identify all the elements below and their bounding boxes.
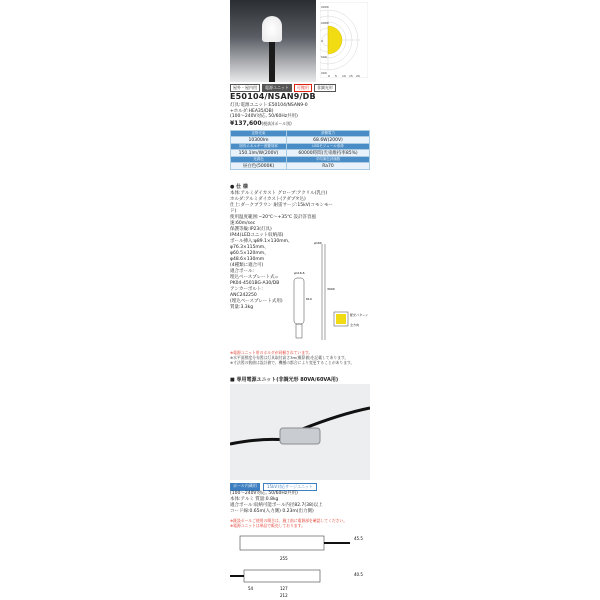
- unit-dimension-drawing: [230, 530, 370, 598]
- tag-portable: 可搬用: [294, 84, 312, 92]
- spec-header: 光源色: [231, 157, 287, 163]
- dim-label: φ116.6: [294, 271, 305, 275]
- spec-line: IP44(LEDユニット収納部): [230, 233, 284, 238]
- desc-line: 灯具:電源ユニット:E50104/NSAN9-0: [230, 103, 308, 108]
- dim-label: 全方向: [350, 323, 360, 327]
- dimension-drawing: [292, 240, 370, 345]
- product-column: [230, 0, 370, 600]
- unit-dim: 45.5: [354, 536, 363, 541]
- pole-shape: [269, 42, 275, 82]
- spec-line: 質量:3.3kg: [230, 305, 254, 310]
- note-line: ※電源ユニット用のホルダが同梱されています。: [230, 350, 313, 355]
- spec-section-title: ● 仕 様: [230, 184, 248, 190]
- notes: [230, 350, 370, 365]
- light-distribution-diagram: [320, 2, 368, 78]
- spec-line: 仕上:ダークブラウン 耐雷サージ:15kV(コモンモード): [230, 203, 333, 214]
- spec-line: PK04-4501BG-A30/DB: [230, 281, 280, 286]
- unit-line: 適合ポール:収納可能ポール内径82.7(38)以上: [230, 503, 323, 508]
- spec-line: 埋込ベースプレート式=: [230, 275, 279, 280]
- unit-spec-list: [230, 491, 370, 515]
- unit-line: 本体:アルミ 質量:0.8kg: [230, 497, 279, 502]
- scale-label-3: 15: [349, 74, 353, 78]
- spec-value: 10300lm: [231, 137, 287, 144]
- spec-line: 使用温度範囲:−20℃〜+35℃ 設計許容風速:60m/sec: [230, 215, 317, 226]
- unit-dim: 54: [248, 586, 254, 591]
- pattern-fill: [336, 314, 346, 324]
- scale-label-4: 20: [356, 74, 360, 78]
- spec-line: アンカーボルト:: [230, 287, 263, 292]
- dim-label: 3000: [327, 287, 335, 291]
- polar-label-4: 200: [321, 71, 327, 75]
- power-unit-photo: [230, 384, 370, 480]
- spec-line: 本体:アルミダイカスト グローブ:アクリル(乳白): [230, 191, 328, 196]
- spec-line: φ60.5×120mm、: [230, 251, 269, 256]
- luminaire-outline: [294, 278, 304, 324]
- spec-header: 固有エネルギー消費効率: [231, 144, 287, 150]
- feature-tags: [230, 84, 336, 92]
- polar-label-2: 0: [321, 39, 323, 43]
- luminaire-photo: [230, 0, 316, 82]
- spec-value: 68.6W(200V): [286, 137, 369, 144]
- scale-label-2: 10: [342, 74, 346, 78]
- holder-outline: [296, 324, 302, 338]
- tag-surge: 15kV対応サージユニット: [263, 483, 317, 491]
- dim-label: φ160: [314, 241, 322, 245]
- unit-side-outline: [244, 570, 320, 582]
- tag-non-dimming: 非調光形: [314, 84, 336, 92]
- spec-value: Ra70: [286, 163, 369, 170]
- unit-notes: [230, 518, 370, 528]
- tag-pole-builtin: ポール内蔵用: [230, 483, 260, 491]
- note-line: ※水平面照度分布図は灯具取付高さ3m(概算値)を記載してあります。: [230, 355, 349, 360]
- scale-label-0: 0: [328, 74, 330, 78]
- spec-value: 60000時間(光束維持率85%): [286, 150, 369, 157]
- tag-power-unit: 電源ユニット: [262, 84, 292, 92]
- spec-line: ポール挿入:φ89.1×130mm、: [230, 239, 293, 244]
- unit-dim: 212: [280, 593, 288, 598]
- desc-line: +ホルダ:HEA35/DB): [230, 108, 274, 114]
- unit-line: コード線:0.65m(入力側) 0.23m(出力側): [230, 509, 314, 514]
- price-note: (税抜)(ポール別): [261, 121, 292, 126]
- spec-header: 消費電力: [286, 131, 369, 137]
- spec-line: 保護等級:IP23(灯具): [230, 227, 272, 232]
- unit-tags: [230, 483, 317, 491]
- spec-line: 適合ポール:: [230, 269, 254, 274]
- unit-note-line: ※既設ポールご使用の場合は、施工前に電源部を確認してください。: [230, 518, 348, 523]
- dim-label: 配光パターン: [350, 313, 368, 317]
- unit-line: (100〜240V対応, 50/60Hz共用): [230, 491, 298, 496]
- spec-value: 昼白色(5000K): [231, 163, 287, 170]
- polar-label-3: 100: [321, 55, 327, 59]
- spec-line: (埋込ベースプレート式用): [230, 299, 283, 304]
- spec-line: (4種類に適合可): [230, 263, 264, 268]
- polar-label-1: 1000: [321, 21, 329, 25]
- price: [230, 120, 292, 127]
- spec-header: 平均演色評価数: [286, 157, 369, 163]
- spec-line: φ48.6×130mm: [230, 257, 265, 262]
- spec-table: [230, 130, 370, 170]
- spec-line: φ76.3×115mm、: [230, 245, 269, 250]
- scale-label-1: 5: [335, 74, 337, 78]
- tag-indoor-outdoor: 屋外・屋内用: [230, 84, 260, 92]
- spec-header: 定格光束: [231, 131, 287, 137]
- spec-line: ANC242250: [230, 293, 257, 298]
- unit-body: [280, 428, 320, 444]
- model-number: E50104/NSAN9/DB: [230, 92, 316, 101]
- note-line: ※寸法図の数値は設計値で、機種の都合により変更することがあります。: [230, 360, 355, 365]
- unit-section-title: ■ 専用電源ユニット(非調光形 80VA/60VA用): [230, 377, 339, 383]
- unit-dim: 40.5: [354, 572, 363, 577]
- dim-label: 610: [306, 297, 312, 301]
- polar-label-0: 2000: [321, 5, 329, 9]
- unit-note-line: ※電源ユニットは単品で販売しております。: [230, 523, 305, 528]
- spec-line: ホルダ:アルミダイカスト(アダプタ込): [230, 197, 306, 202]
- spec-value: 150.1lm/W(200V): [231, 150, 287, 157]
- globe-light: [262, 16, 282, 42]
- unit-dim: 255: [280, 556, 288, 561]
- spec-header: LEDモジュール寿命: [286, 144, 369, 150]
- product-description: [230, 103, 370, 120]
- unit-top-outline: [240, 536, 324, 550]
- price-value: ¥137,600: [230, 120, 262, 127]
- unit-dim: 127: [280, 586, 288, 591]
- desc-line: (100〜240V対応, 50/60Hz共用): [230, 114, 298, 119]
